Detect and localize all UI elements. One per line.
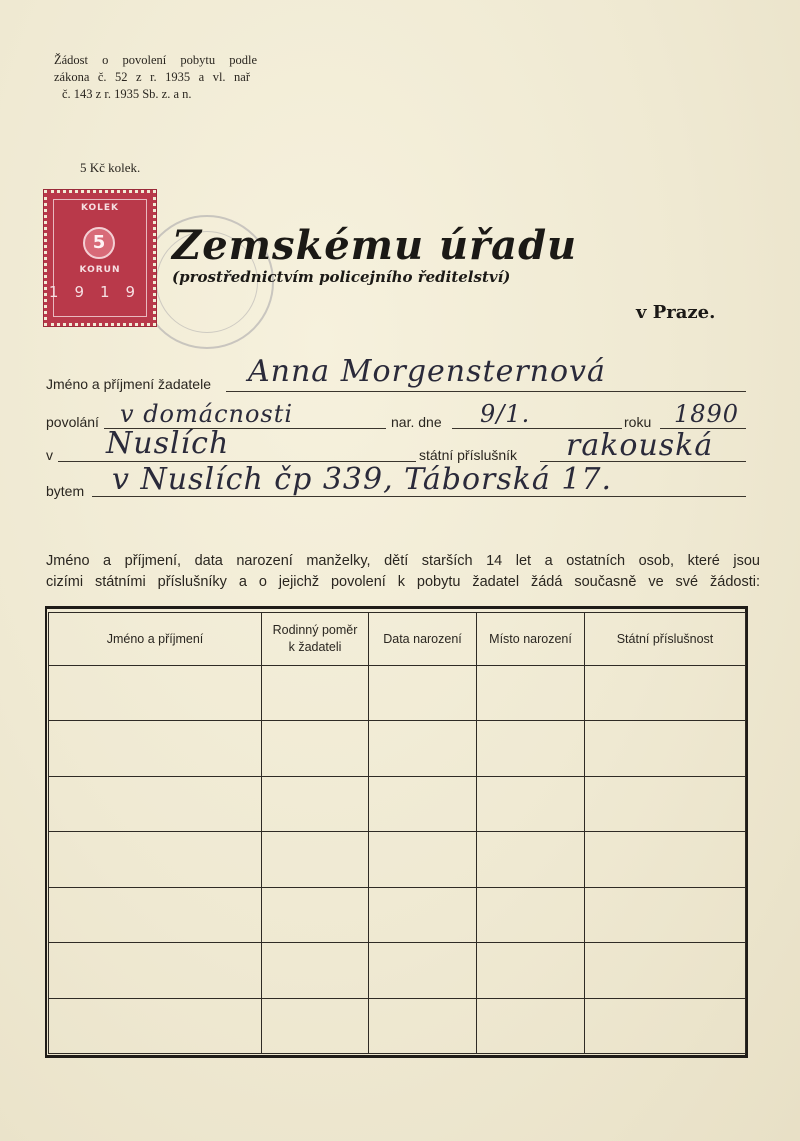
persons-table — [48, 612, 746, 1054]
occupation-label: povolání — [46, 414, 99, 430]
table-body — [49, 666, 746, 1054]
table-cell[interactable] — [477, 998, 585, 1053]
table-cell[interactable] — [585, 721, 746, 776]
name-label: Jméno a příjmení žadatele — [46, 376, 211, 392]
table-header-row — [49, 613, 746, 666]
table-cell[interactable] — [262, 943, 369, 998]
instructions-line: Jméno a příjmení, data narození manželky, dětí starších 14 let a ostatních osob, které jsou — [46, 553, 760, 569]
table-cell[interactable] — [369, 887, 477, 942]
table-cell[interactable] — [477, 832, 585, 887]
table-left-rule — [45, 606, 47, 1058]
name-value[interactable]: Anna Morgensternová — [248, 354, 606, 389]
table-row — [49, 943, 746, 998]
table-cell[interactable] — [585, 832, 746, 887]
table-cell[interactable] — [585, 887, 746, 942]
table-cell[interactable] — [49, 776, 262, 831]
citizenship-label: státní příslušník — [419, 447, 518, 463]
table-cell[interactable] — [262, 776, 369, 831]
table-row — [49, 832, 746, 887]
table-cell[interactable] — [49, 721, 262, 776]
table-cell[interactable] — [262, 998, 369, 1053]
table-cell[interactable] — [585, 998, 746, 1053]
header-name: Jméno a příjmení — [49, 613, 262, 666]
name-line — [226, 391, 746, 392]
law-reference-line: č. 143 z r. 1935 Sb. z. a n. — [62, 87, 192, 101]
table-cell[interactable] — [369, 832, 477, 887]
table-cell[interactable] — [49, 666, 262, 721]
table-cell[interactable] — [585, 943, 746, 998]
header-relation — [262, 613, 369, 666]
residence-value[interactable]: v Nuslích čp 339, Táborská 17. — [112, 462, 613, 497]
kolek-label: 5 Kč kolek. — [80, 160, 141, 175]
table-bottom-rule — [45, 1055, 748, 1058]
instructions-line: cizími státními příslušníky a o jejichž povolení k pobytu žadatel žádá současně ve své žádosti: — [46, 574, 760, 590]
table-top-rule — [45, 606, 748, 609]
table-cell[interactable] — [477, 776, 585, 831]
occupation-value[interactable]: v domácnosti — [120, 400, 294, 428]
table-row — [49, 666, 746, 721]
instructions-paragraph — [46, 551, 760, 593]
addressee-city: v Praze. — [636, 302, 716, 323]
table-cell[interactable] — [49, 943, 262, 998]
table-cell[interactable] — [49, 887, 262, 942]
table-cell[interactable] — [369, 666, 477, 721]
table-cell[interactable] — [477, 943, 585, 998]
table-cell[interactable] — [262, 887, 369, 942]
table-cell[interactable] — [369, 943, 477, 998]
table-row — [49, 887, 746, 942]
table-cell[interactable] — [477, 721, 585, 776]
table-cell[interactable] — [369, 998, 477, 1053]
law-reference-line: zákona č. 52 z r. 1935 a vl. nař — [54, 70, 250, 84]
year-value[interactable]: 1890 — [674, 400, 740, 428]
stamp-bottom-text: KORUN — [79, 265, 121, 275]
table-cell[interactable] — [262, 721, 369, 776]
table-cell[interactable] — [262, 832, 369, 887]
stamp-value: 5 — [83, 227, 115, 259]
table-cell[interactable] — [49, 832, 262, 887]
citizenship-value[interactable]: rakouská — [566, 428, 714, 463]
law-reference — [54, 52, 259, 103]
addressee-title: Zemskému úřadu — [172, 222, 578, 269]
law-reference-line: Žádost o povolení pobytu podle — [54, 53, 257, 67]
place-value[interactable]: Nuslích — [106, 426, 230, 461]
header-citizenship: Státní příslušnost — [585, 613, 746, 666]
header-birth-place: Místo narození — [477, 613, 585, 666]
table-row — [49, 998, 746, 1053]
stamp-top-text: KOLEK — [80, 203, 120, 213]
table-cell[interactable] — [369, 721, 477, 776]
birth-value[interactable]: 9/1. — [480, 400, 531, 428]
table-cell[interactable] — [262, 666, 369, 721]
addressee-subtitle: (prostřednictvím policejního ředitelství) — [172, 268, 511, 286]
birth-label: nar. dne — [391, 414, 442, 430]
header-relation-text: Rodinný poměr k žadateli — [272, 623, 358, 654]
residence-label: bytem — [46, 483, 85, 499]
year-label: roku — [624, 414, 652, 430]
revenue-stamp — [44, 190, 156, 326]
table-cell[interactable] — [369, 776, 477, 831]
header-birth-date: Data narození — [369, 613, 477, 666]
table-cell[interactable] — [49, 998, 262, 1053]
table-row — [49, 776, 746, 831]
stamp-year: 1919 — [48, 283, 152, 301]
place-label: v — [46, 447, 53, 463]
table-cell[interactable] — [585, 666, 746, 721]
table-cell[interactable] — [477, 666, 585, 721]
table-cell[interactable] — [477, 887, 585, 942]
table-row — [49, 721, 746, 776]
table-cell[interactable] — [585, 776, 746, 831]
